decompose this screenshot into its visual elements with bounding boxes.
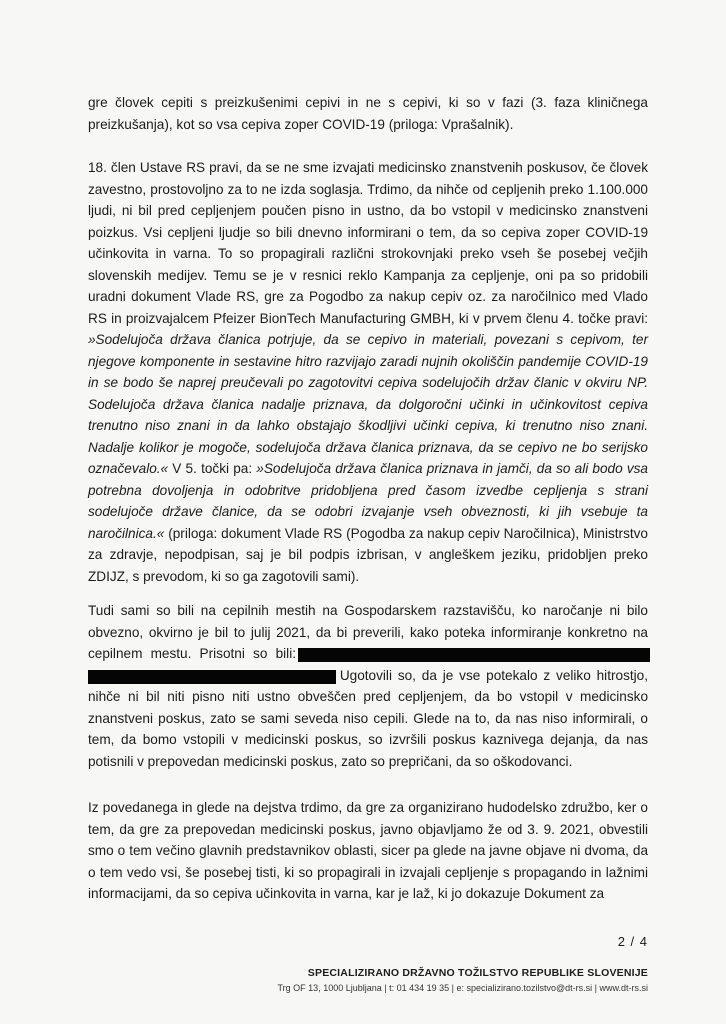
paragraph-1: gre človek cepiti s preizkušenimi cepivi in ne s cepivi, ki so v fazi (3. faza kliničnega preizkušanja), kot so vsa cepiva zoper COVID-19 (priloga: Vprašalnik). [88,95,648,132]
paragraph-3 [88,600,648,772]
footer-office-name: SPECIALIZIRANO DRŽAVNO TOŽILSTVO REPUBLIKE SLOVENIJE [307,967,648,979]
paragraph-2-closing: (priloga: dokument Vlade RS (Pogodba za nakup cepiv Naročilnica), Ministrstvo za zdravje, nepodpisan, saj je bil podpis izbrisan, v angleškem jeziku, pridobljen preko ZDIJZ, s prevodom, ki so ga zagotovili sami). [88,525,648,584]
footer-address: Trg OF 13, 1000 Ljubljana | t: 01 434 19 35 | e: specializirano.tozilstvo@dt-rs.si | www.dt-rs.si [277,983,648,993]
paragraph-2 [88,157,648,587]
paragraph-2-middle: V 5. točki pa: [172,461,253,476]
redaction-bar [298,648,650,662]
paragraph-2-intro: 18. člen Ustave RS pravi, da se ne sme izvajati medicinsko znanstvenih poskusov, če človek zavestno, prostovoljno za to ne izda soglasja. Trdimo, da nihče od cepljenih preko 1.100.000 ljudi, ni bil pred cepljenjem poučen pisno in ustno, da bo vstopil v medicinsko znanstveni poizkus. Vsi cepljeni ljudje so bili dnevno informirani o tem, da so cepiva zoper COVID-19 učinkovita in varna. To so propagirali različni strokovnjaki preko vseh še posebej večjih slovenskih medijev. Temu se je v resnici reklo Kampanja za cepljenje, oni pa so pridobili uradni dokument Vlade RS, gre za Pogodbo za nakup cepiv oz. za naročilnico med Vlado RS in proizvajalcem Pfeizer BionTech Manufacturing GMBH, ki v prvem členu 4. točke pravi: [88,160,648,326]
paragraph-4: Iz povedanega in glede na dejstva trdimo, da gre za organizirano hudodelsko združbo, ker o tem, da gre za prepovedan medicinski poskus, javno objavljamo že od 3. 9. 2021, obvestili smo o tem večino glavnih predstavnikov oblasti, sicer pa glede na javne objave ni dvoma, da o tem vedo vsi, še posebej tisti, ki so propagirali in izvajali cepljenje s propagando in lažnimi informacijami, da so cepiva učinkovita in varna, kar je laž, ki jo dokazuje Dokument za [88,800,648,901]
redaction-bar [88,670,336,684]
paragraph-3-after-redaction: Ugotovili so, da je vse potekalo z veliko hitrostjo, nihče ni bil niti pisno niti ustno obveščen pred cepljenjem, da bo vstopil v medicinsko znanstveni poskus, zato se sami seveda niso cepili. Glede na to, da nas niso informirali, o tem, da bomo vstopili v medicinski poskus, so izvršili poskus kaznivega dejanja, da nas potisnili v prepovedan medicinski poskus, zato so prepričani, da so oškodovanci. [88,667,648,769]
contract-quote-article-4: »Sodelujoča država članica potrjuje, da se cepivo in materiali, povezani s cepivom, ter njegove komponente in sestavine hitro razvijajo zaradi nujnih okoliščin pandemije COVID-19 in se bodo še naprej preučevali po zagotovitvi cepiva sodelujočih držav članic v okviru NP. Sodelujoča država članica nadalje priznava, da dolgoročni učinki in učinkovitost cepiva trenutno niso znani in da lahko obstajajo škodljivi učinki cepiva, ki trenutno niso znani. Nadalje kolikor je mogoče, sodelujoča država članica priznava, da se cepivo ne bo serijsko označevalo.« [88,332,648,476]
contract-quote-article-5: »Sodelujoča država članica priznava in jamči, da so ali bodo vsa potrebna dovoljenja in odobritve pridobljena pred časom izvedbe cepljenja s strani sodelujoče države članice, da se odobri izvajanje vseh obveznosti, ki jih vsebuje ta naročilnica.« [88,461,648,541]
page-number: 2 / 4 [617,934,648,949]
paragraph-3-before-redaction: Tudi sami so bili na cepilnih mestih na Gospodarskem razstavišču, ko naročanje ni bilo obvezno, okvirno je bil to julij 2021, da bi preverili, kako poteka informiranje konkretno na cepilnem mestu. Prisotni so bili: [88,603,648,661]
